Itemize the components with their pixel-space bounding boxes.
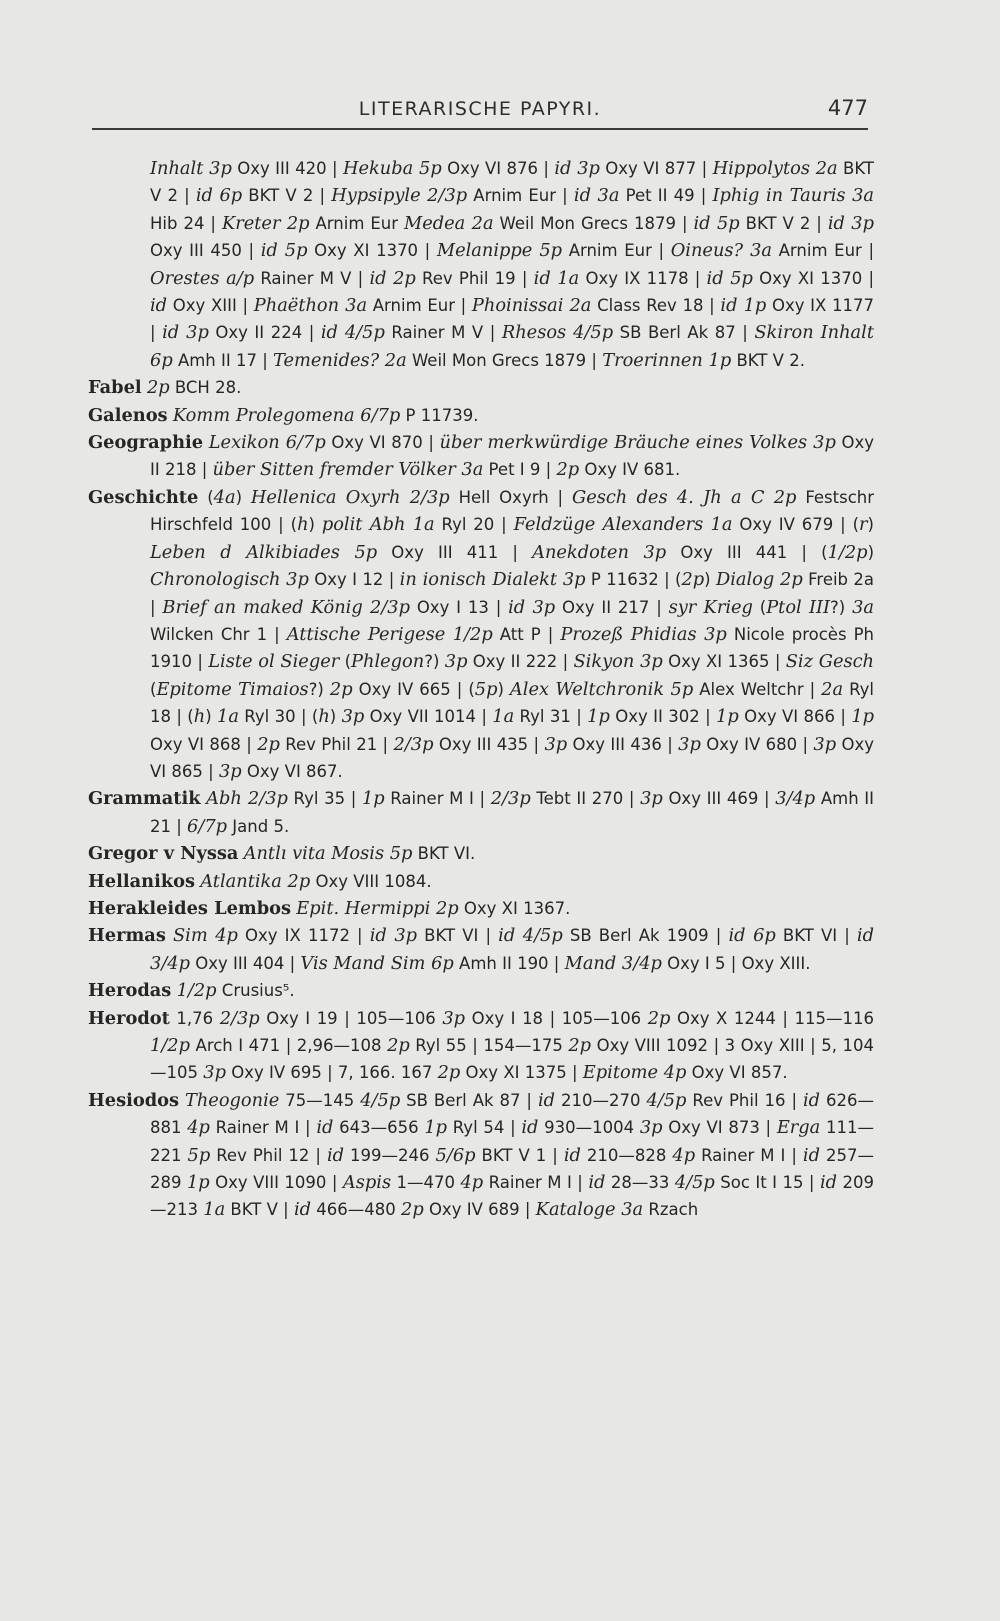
italic-text: 3p <box>341 706 365 728</box>
italic-text: Hippolytos 2a <box>712 158 838 179</box>
italic-text: id <box>521 1117 539 1139</box>
italic-text: id 1p <box>720 295 767 317</box>
reference-text: Rainer M V | <box>254 268 370 288</box>
reference-text: Ryl 54 | <box>447 1118 522 1138</box>
reference-text: Weil Mon Grecs 1879 | <box>406 350 603 370</box>
reference-text: Oxy I 18 | 105—106 <box>465 1008 648 1028</box>
italic-text: 3p <box>444 651 468 673</box>
italic-text: 2p <box>401 1199 424 1221</box>
italic-text: 1p <box>851 706 875 728</box>
italic-text: id <box>537 1089 556 1111</box>
reference-text: Oxy IV 679 | ( <box>732 515 860 535</box>
reference-text: ) <box>867 515 874 535</box>
reference-text: 75—145 <box>279 1090 361 1110</box>
italic-text: 3p <box>203 1062 226 1084</box>
reference-text: ) <box>308 515 322 535</box>
reference-text: 466—480 <box>311 1200 401 1220</box>
italic-text: Sim 4p <box>172 925 238 947</box>
reference-text: 1—470 <box>391 1173 461 1193</box>
italic-text: Brief an maked König 2/3p <box>162 596 410 618</box>
reference-text: 28—33 <box>605 1173 675 1193</box>
reference-text: ) <box>867 542 874 562</box>
italic-text: Epitome 4p <box>582 1062 687 1084</box>
reference-text: P 11632 | ( <box>585 570 682 590</box>
reference-text: Oxy IX 1177 | <box>150 296 874 343</box>
index-entry <box>88 374 874 401</box>
index-entry <box>88 1005 874 1087</box>
italic-text: id 5p <box>260 240 308 262</box>
italic-text: h <box>297 514 309 536</box>
italic-text: 5p <box>187 1144 211 1166</box>
running-header <box>92 94 868 130</box>
reference-text: Oxy II 224 | <box>208 323 321 343</box>
italic-text: Theogonie <box>185 1089 280 1111</box>
reference-text: Soc It I 15 | <box>714 1173 820 1193</box>
reference-text: Crusius⁵. <box>216 981 295 1001</box>
entry-headword: Hermas <box>88 925 166 947</box>
italic-text: 5p <box>474 678 498 700</box>
reference-text: Oxy IV 681. <box>579 460 681 480</box>
reference-text: Arnim Eur <box>309 213 405 233</box>
italic-text: id 3p <box>554 158 600 179</box>
reference-text: Hell Oxyrh | <box>449 487 572 507</box>
reference-text: Oxy IV 689 | <box>423 1200 536 1220</box>
entry-headword: Gregor v Nyssa <box>88 843 239 865</box>
reference-text: Oxy III 469 | <box>662 789 776 809</box>
reference-text: BKT V | <box>225 1200 294 1220</box>
italic-text: id <box>802 1089 821 1111</box>
reference-text: Oxy III 441 | ( <box>666 542 828 562</box>
reference-text: ) <box>497 679 510 699</box>
reference-text: ) <box>235 487 251 507</box>
reference-text: Rev Phil 12 | <box>210 1145 327 1165</box>
reference-text: BKT V 2 | <box>739 213 828 233</box>
reference-text: Nicole procès Ph 1910 | <box>150 624 875 672</box>
italic-text: Epitome Timaios <box>156 678 309 700</box>
reference-text: Amh II 17 | <box>172 350 274 370</box>
reference-text: Oxy IV 665 | ( <box>352 679 475 699</box>
reference-text: Oxy VI 857. <box>686 1063 788 1083</box>
reference-text: Rev Phil 21 | <box>279 734 394 754</box>
italic-text: 1p <box>587 706 610 728</box>
index-entry <box>88 868 874 895</box>
italic-text: 4/5p <box>646 1089 687 1111</box>
italic-text: Phaëthon 3a <box>253 295 368 317</box>
italic-text: 2/3p <box>393 733 434 755</box>
italic-text: über merkwürdige Bräuche eines Volkes 3p <box>439 432 836 454</box>
italic-text: id 5p <box>706 267 753 289</box>
italic-text: id <box>316 1117 334 1139</box>
page-number: 477 <box>827 96 868 120</box>
entry-headword: Herakleides Lembos <box>88 897 292 919</box>
italic-text: 4/5p <box>360 1089 401 1111</box>
italic-text: Mand 3/4p <box>564 952 662 974</box>
reference-text: BKT VI | <box>775 926 857 946</box>
reference-text: ) <box>205 707 218 727</box>
italic-text: Epit. Hermippi 2p <box>296 897 459 919</box>
reference-text: ( <box>150 679 157 699</box>
index-entry <box>88 155 874 374</box>
reference-text: BKT VI. <box>412 844 476 864</box>
italic-text: Gesch des 4. Jh a C 2p <box>571 486 797 508</box>
reference-text: 210—270 <box>555 1090 647 1110</box>
italic-text: 2p <box>146 377 170 399</box>
entry-headword: Galenos <box>88 404 168 426</box>
italic-text: 2p <box>647 1007 671 1029</box>
italic-text: id 5p <box>693 212 740 234</box>
index-entry <box>88 840 874 867</box>
reference-text: P 11739. <box>400 405 479 425</box>
italic-text: id <box>326 1144 345 1166</box>
italic-text: 2p <box>387 1035 410 1056</box>
italic-text: 2a <box>821 678 844 700</box>
italic-text: Iphig in Tauris 3a <box>712 185 874 207</box>
reference-text: Arnim Eur | <box>467 186 574 206</box>
reference-text: Oxy I 12 | <box>308 570 400 590</box>
reference-text: Freib 2a | <box>150 570 875 617</box>
italic-text: Atlantika 2p <box>200 870 311 892</box>
entry-headword: Geographie <box>88 432 204 454</box>
reference-text: Rainer M I | <box>483 1173 589 1193</box>
reference-text: Rainer M I | <box>695 1145 803 1165</box>
index-entry <box>88 922 874 977</box>
italic-text: 2p <box>556 459 580 481</box>
reference-text: Arnim Eur | <box>562 241 671 261</box>
reference-text: ?) <box>424 652 445 672</box>
italic-text: 4p <box>672 1144 696 1166</box>
reference-text: Oxy VI 877 | <box>599 159 713 178</box>
italic-text: Dialog 2p <box>715 569 803 591</box>
italic-text: 2p <box>568 1035 592 1056</box>
reference-text: Arnim Eur | <box>772 241 875 261</box>
italic-text: Hypsipyle 2/3p <box>331 185 468 207</box>
reference-text: 199—246 <box>344 1145 436 1165</box>
reference-text: Att P | <box>492 624 561 644</box>
reference-text: Oxy II 218 | <box>150 433 874 480</box>
reference-text: ( <box>198 487 214 507</box>
italic-text: Hekuba 5p <box>342 158 442 179</box>
index-entry <box>88 977 874 1004</box>
italic-text: Abh 2/3p <box>206 788 288 810</box>
italic-text: id 3p <box>162 322 209 344</box>
reference-text: Oxy XIII | <box>167 296 254 316</box>
reference-text: 111—221 <box>150 1118 874 1165</box>
reference-text: Oxy IX 1178 | <box>579 268 707 288</box>
reference-text <box>166 926 173 945</box>
reference-text: Amh II 21 | <box>150 789 875 836</box>
entry-headword: Fabel <box>88 377 142 399</box>
italic-text: Feldzüge Alexanders 1a <box>513 514 733 536</box>
reference-text: Oxy X 1244 | 115—116 <box>670 1008 874 1028</box>
reference-text: Weil Mon Grecs 1879 | <box>493 213 694 233</box>
italic-text: 3p <box>544 733 568 755</box>
italic-text: 3p <box>218 760 242 782</box>
reference-text: ( <box>339 652 352 672</box>
reference-text: Oxy VI 876 | <box>441 159 555 178</box>
italic-text: Leben d Alkibiades 5p <box>150 541 378 563</box>
italic-text: 6/7p <box>187 815 228 837</box>
reference-text: Rainer M I | <box>384 789 491 809</box>
italic-text: id <box>563 1144 581 1166</box>
reference-text: Rev Phil 16 | <box>686 1090 803 1110</box>
running-title: LITERARISCHE PAPYRI. <box>358 98 602 120</box>
reference-text: Rainer M V | <box>384 323 502 343</box>
italic-text: Erga <box>776 1117 821 1139</box>
reference-text: Oxy VI 870 | <box>325 433 440 453</box>
reference-text: Ryl 55 | 154—175 <box>409 1036 569 1055</box>
italic-text: 2/3p <box>490 788 531 810</box>
reference-text: 643—656 <box>333 1118 425 1138</box>
reference-text: Festschr Hirschfeld 100 | ( <box>150 487 875 535</box>
reference-text: ?) <box>830 597 853 617</box>
italic-text: Siz Gesch <box>785 651 875 673</box>
reference-text: Oxy III 450 | <box>150 241 261 261</box>
reference-text: BKT V 2 | <box>150 159 874 206</box>
italic-text: Rhesos 4/5p <box>501 322 614 344</box>
italic-text: Vis Mand Sim 6p <box>300 952 454 974</box>
index-entry <box>88 1087 874 1224</box>
reference-text: BKT VI | <box>417 926 499 946</box>
italic-text: id 3p <box>827 212 874 234</box>
italic-text: id 4/5p <box>498 925 563 947</box>
reference-text: BCH 28. <box>169 378 242 398</box>
italic-text: Liste ol Sieger <box>208 651 340 673</box>
italic-text: Alex Weltchronik 5p <box>509 678 694 700</box>
italic-text: über Sitten fremder Völker 3a <box>212 459 484 481</box>
reference-text: Jand 5. <box>227 816 290 836</box>
reference-text: BKT V 2. <box>731 350 805 370</box>
italic-text: syr Krieg <box>668 596 753 618</box>
italic-text: id 3/4p <box>150 925 874 974</box>
italic-text: 1/2p <box>150 1035 190 1056</box>
reference-text: Amh II 190 | <box>453 953 565 973</box>
reference-text: Oxy VIII 1090 | <box>209 1173 343 1193</box>
reference-text: Wilcken Chr 1 | <box>150 624 287 644</box>
reference-text: Arnim Eur | <box>367 296 472 316</box>
reference-text: ?) <box>308 679 330 699</box>
reference-text: SB Berl Ak 87 | <box>613 323 755 343</box>
index-entry <box>88 429 874 484</box>
italic-text: Kreter 2p <box>221 212 310 234</box>
italic-text: 1a <box>217 706 239 728</box>
italic-text: 4/5p <box>674 1172 715 1194</box>
reference-text: Class Rev 18 | <box>591 296 721 316</box>
reference-text: Oxy II 222 | <box>467 652 574 672</box>
reference-text: Ryl 18 | ( <box>150 679 875 727</box>
index-entry <box>88 895 874 922</box>
reference-text: 210—828 <box>580 1145 673 1165</box>
italic-text: 1/2p <box>827 541 868 563</box>
reference-text: Oxy III 435 | <box>433 734 545 754</box>
italic-text: 3/4p <box>775 788 816 810</box>
italic-text: Aspis <box>342 1172 392 1194</box>
italic-text: Attische Perigese 1/2p <box>286 623 493 645</box>
italic-text: 3p <box>639 1117 663 1139</box>
italic-text: polit Abh 1a <box>321 514 435 536</box>
entry-headword: Grammatik <box>88 788 201 810</box>
italic-text: 2/3p <box>219 1007 260 1029</box>
reference-text: Ryl 20 | <box>434 515 514 535</box>
reference-text: Oxy XI 1370 | <box>752 268 875 288</box>
index-entries <box>88 155 874 1224</box>
reference-text: SB Berl Ak 1909 | <box>562 926 729 946</box>
reference-text: Oxy XI 1365 | <box>662 652 786 672</box>
italic-text: Komm Prolegomena 6/7p <box>172 404 401 426</box>
reference-text: Oxy XI 1370 | <box>307 241 437 261</box>
entry-headword: Herodas <box>88 980 172 1002</box>
italic-text: r <box>859 514 868 536</box>
italic-text: h <box>318 706 330 728</box>
italic-text: Ptol III <box>766 596 831 618</box>
reference-text: Oxy II 217 | <box>555 597 669 617</box>
italic-text: 3p <box>442 1007 466 1029</box>
reference-text: Oxy VI 873 | <box>662 1118 777 1138</box>
italic-text: 1p <box>424 1117 448 1139</box>
italic-text: Hellenica Oxyrh 2/3p <box>250 486 450 508</box>
entry-headword: Geschichte <box>88 486 199 508</box>
italic-text: id 6p <box>195 185 243 207</box>
italic-text: 3p <box>813 733 837 755</box>
reference-text: Oxy VI 867. <box>241 761 343 781</box>
reference-text: Oxy III 411 | <box>377 542 533 562</box>
reference-text: BKT V 1 | <box>475 1145 564 1165</box>
italic-text: 1p <box>361 788 385 810</box>
reference-text: ) <box>329 707 342 727</box>
italic-text: 5/6p <box>435 1144 476 1166</box>
italic-text: id <box>802 1144 820 1166</box>
reference-text: Rainer M I | <box>209 1118 317 1138</box>
italic-text: 3a <box>852 596 875 618</box>
reference-text: Oxy I 19 | 105—106 <box>259 1008 443 1028</box>
italic-text: Melanippe 5p <box>436 240 563 262</box>
italic-text: Chronologisch 3p <box>150 569 309 591</box>
reference-text: Oxy IX 1172 | <box>237 926 370 946</box>
reference-text: Oxy II 302 | <box>609 707 717 727</box>
italic-text: 2p <box>437 1062 461 1084</box>
reference-text: Oxy VIII 1084. <box>310 871 432 891</box>
reference-text: Oxy IV 680 | <box>700 734 814 754</box>
italic-text: Phoinissai 2a <box>471 295 592 317</box>
reference-text: Ryl 31 | <box>514 707 588 727</box>
reference-text: Oxy VII 1014 | <box>364 707 493 727</box>
italic-text: 4p <box>187 1117 210 1139</box>
reference-text: Oxy III 420 | <box>231 159 343 178</box>
italic-text: Inhalt 3p <box>150 158 232 179</box>
italic-text: id <box>150 295 168 317</box>
italic-text: Sikyon 3p <box>573 651 663 673</box>
italic-text: 4a <box>213 486 236 508</box>
reference-text: BKT V 2 | <box>242 186 332 206</box>
italic-text: Orestes a/p <box>150 267 255 289</box>
italic-text: Anekdoten 3p <box>532 541 667 563</box>
reference-text: Oxy IV 695 | 7, 166. 167 <box>225 1063 438 1083</box>
reference-text: Oxy III 404 | <box>190 953 301 973</box>
entry-headword: Hellanikos <box>88 870 196 892</box>
reference-text: Pet II 49 | <box>619 186 713 206</box>
reference-text: 257—289 <box>150 1145 874 1193</box>
italic-text: 3p <box>678 733 701 755</box>
reference-text: Rev Phil 19 | <box>415 268 534 288</box>
italic-text: id 1a <box>533 267 580 289</box>
reference-text: Oxy III 436 | <box>567 734 679 754</box>
italic-text: 1p <box>716 706 739 728</box>
entry-headword: Herodot <box>88 1007 170 1029</box>
entry-headword: Hesiodos <box>88 1089 180 1111</box>
italic-text: id <box>293 1199 312 1221</box>
reference-text: Oxy I 13 | <box>409 597 509 617</box>
italic-text: 2p <box>681 569 705 591</box>
italic-text: 2p <box>257 733 280 755</box>
reference-text: Oxy VI 865 | <box>150 734 874 781</box>
italic-text: Medea 2a <box>404 212 494 234</box>
italic-text: Phlegon <box>351 651 425 673</box>
reference-text: Oxy XI 1367. <box>458 898 571 918</box>
reference-text: Rzach <box>643 1200 699 1220</box>
reference-text: Arch I 471 | 2,96—108 <box>190 1036 388 1055</box>
reference-text: Oxy XI 1375 | <box>460 1063 583 1083</box>
italic-text: Temenides? 2a <box>273 349 407 371</box>
reference-text: Tebt II 270 | <box>530 789 641 809</box>
reference-text: ) <box>704 570 716 590</box>
italic-text: Skiron Inhalt 6p <box>150 322 874 371</box>
italic-text: id 6p <box>728 925 776 947</box>
reference-text: Alex Weltchr | <box>693 679 822 699</box>
italic-text: h <box>193 706 206 728</box>
reference-text: Oxy VI 868 | <box>150 734 258 754</box>
italic-text: Oineus? 3a <box>670 240 773 262</box>
italic-text: Antlı vita Mosis 5p <box>243 843 413 865</box>
italic-text: id <box>588 1172 606 1194</box>
reference-text: Ryl 30 | ( <box>238 707 319 727</box>
reference-text: Oxy VI 866 | <box>738 707 852 727</box>
italic-text: in ionisch Dialekt 3p <box>399 569 586 591</box>
reference-text: Pet I 9 | <box>483 460 557 480</box>
reference-text: Hib 24 | <box>150 213 222 233</box>
italic-text: Kataloge 3a <box>535 1199 644 1221</box>
index-entry <box>88 402 874 429</box>
reference-text: 1,76 <box>169 1008 220 1028</box>
italic-text: id 3p <box>369 925 418 947</box>
reference-text: 209—213 <box>150 1173 874 1220</box>
italic-text: id 2p <box>369 267 416 289</box>
italic-text: Lexikon 6/7p <box>208 432 326 454</box>
reference-text: 626—881 <box>150 1090 875 1138</box>
italic-text: 4p <box>460 1172 484 1194</box>
italic-text: id 4/5p <box>320 322 385 344</box>
reference-text: SB Berl Ak 87 | <box>400 1090 538 1110</box>
reference-text: 930—1004 <box>538 1118 640 1138</box>
reference-text: Oxy I 5 | Oxy XIII. <box>661 953 811 973</box>
italic-text: id <box>819 1172 838 1194</box>
italic-text: id 3a <box>573 185 620 207</box>
reference-text: Oxy VIII 1092 | 3 Oxy XIII | 5, 104—105 <box>150 1036 874 1083</box>
italic-text: 2p <box>329 678 353 700</box>
italic-text: 1/2p <box>176 980 217 1002</box>
italic-text: 1p <box>186 1172 210 1194</box>
italic-text: id 3p <box>508 596 556 618</box>
italic-text: Troerinnen 1p <box>602 349 732 371</box>
italic-text: 1a <box>492 706 515 728</box>
reference-text: Ryl 35 | <box>287 789 362 809</box>
italic-text: Prozeß Phidias 3p <box>560 623 727 645</box>
italic-text: 3p <box>640 788 663 810</box>
index-entry <box>88 785 874 840</box>
reference-text: ( <box>752 597 767 617</box>
index-entry <box>88 484 874 785</box>
italic-text: 1a <box>203 1199 226 1221</box>
